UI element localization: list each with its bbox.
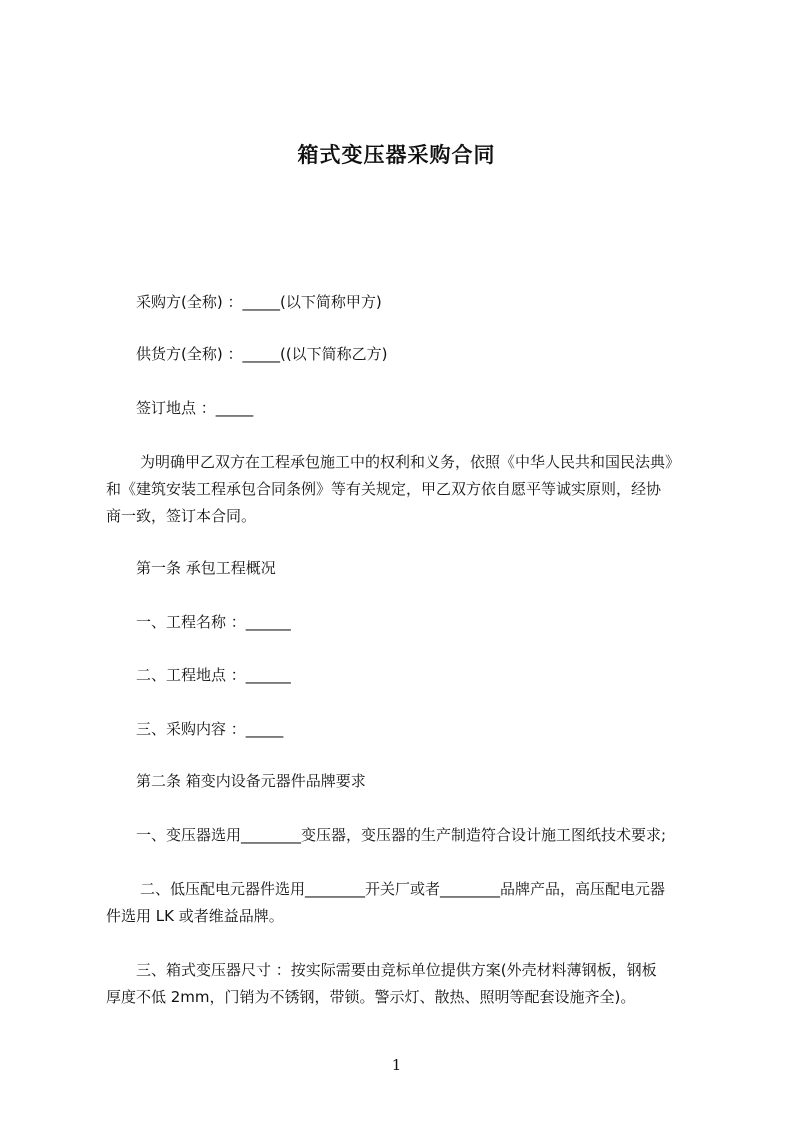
article-2-item-2-line-2: 件选用 LK 或者维益品牌。 [106, 907, 284, 925]
preamble-line-3: 商一致，签订本合同。 [106, 507, 257, 525]
article-2-item-3-line-1: 三、箱式变压器尺寸 ：按实际需要由竞标单位提供方案(外壳材料薄钢板，钢板 [136, 961, 657, 979]
article-1-item-1: 一、工程名称 ：______ [136, 613, 291, 631]
preamble-line-2: 和《建筑安装工程承包合同条例》等有关规定，甲乙双方依自愿平等诚实原则，经协 [106, 480, 662, 498]
document-title: 箱式变压器采购合同 [297, 143, 496, 167]
article-2-item-2-line-1: 二、低压配电元器件选用________开关厂或者________品牌产品，高压配电元器 [140, 880, 666, 898]
page-number: 1 [391, 1056, 402, 1074]
buyer-line: 采购方(全称) ：_____(以下简称甲方) [136, 293, 382, 311]
preamble-line-1: 为明确甲乙双方在工程承包施工中的权利和义务，依照《中华人民共和国民法典》 [140, 453, 681, 471]
article-1-item-2: 二、工程地点 ：______ [136, 666, 291, 684]
article-2-item-1: 一、变压器选用________变压器，变压器的生产制造符合设计施工图纸技术要求; [136, 826, 667, 844]
supplier-line: 供货方(全称) ：_____((以下简称乙方) [136, 345, 388, 363]
article-1-item-3: 三、采购内容 ：_____ [136, 720, 284, 738]
article-2-item-3-line-2: 厚度不低 2mm，门销为不锈钢，带锁。警示灯、散热、照明等配套设施齐全)。 [106, 988, 636, 1006]
article-2-heading: 第二条 箱变内设备元器件品牌要求 [136, 772, 366, 790]
signing-place-line: 签订地点 ：_____ [136, 399, 254, 417]
article-1-heading: 第一条 承包工程概况 [136, 559, 276, 577]
